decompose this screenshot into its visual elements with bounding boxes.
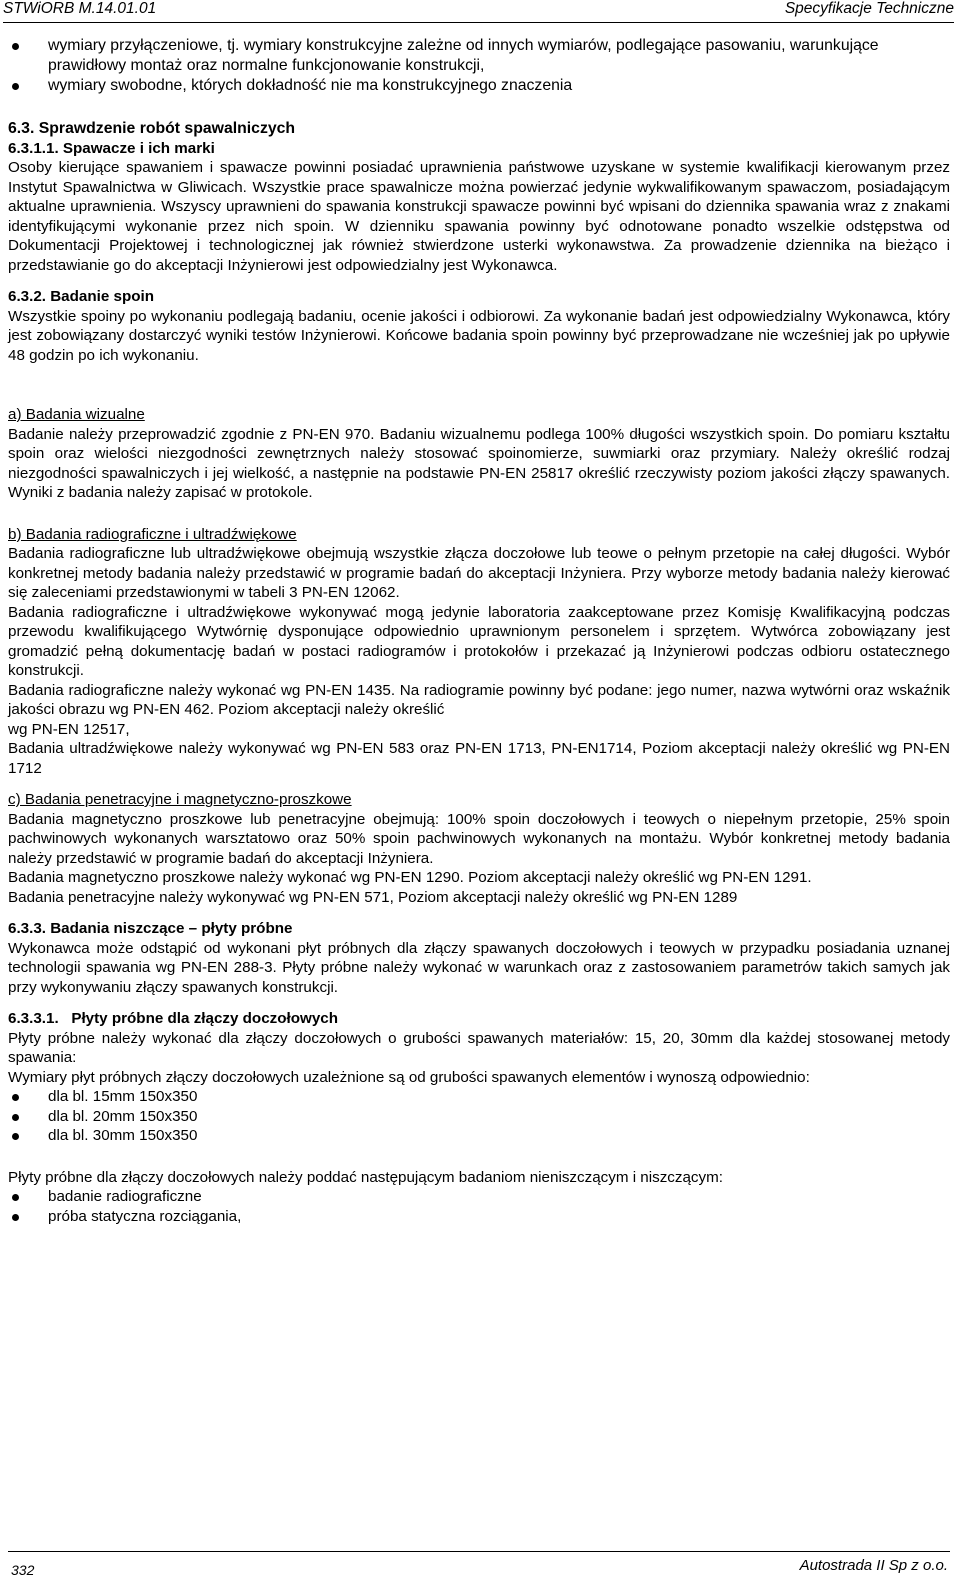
paragraph-penetrant-3: Badania penetracyjne należy wykonywać wg PN-EN 571, Poziom akceptacji należy określić wg PN-EN 1289 (8, 888, 738, 906)
subsection-heading-6-3-3-1: 6.3.3.1. Płyty próbne dla złączy doczołowych (8, 1010, 339, 1027)
heading-penetrant-magnetic: c) Badania penetracyjne i magnetyczno-proszkowe (8, 791, 352, 808)
section-heading-6-3: 6.3. Sprawdzenie robót spawalniczych (8, 120, 296, 137)
plate-size-list (8, 1087, 950, 1146)
paragraph-butt-plates-3: Płyty próbne dla złączy doczołowych należy poddać następującym badaniom nieniszczącym i niszczącym: (8, 1168, 723, 1186)
heading-visual-testing: a) Badania wizualne (8, 406, 145, 423)
subsection-heading-6-3-3: 6.3.3. Badania niszczące – płyty próbne (8, 920, 293, 937)
list-item: wymiary swobodne, których dokładność nie ma konstrukcyjnego znaczenia (8, 76, 950, 96)
paragraph-butt-plates-2: Wymiary płyt próbnych złączy doczołowych uzależnione są od grubości spawanych elementów i wynoszą odpowiednio: (8, 1068, 810, 1086)
subsection-heading-6-3-2: 6.3.2. Badanie spoin (8, 288, 155, 305)
paragraph-radiographic-5: Badania ultradźwiękowe należy wykonywać wg PN-EN 583 oraz PN-EN 1713, PN-EN1714, Poziom akceptacji należy określić wg PN-EN 1712 (8, 740, 950, 777)
paragraph-butt-plates-1: Płyty próbne należy wykonać dla złączy doczołowych o grubości spawanych materiałów: 15, 20, 30mm dla każdej stosowanej metody spawania: (8, 1029, 950, 1066)
test-type-list (8, 1187, 950, 1226)
list-item: wymiary przyłączeniowe, tj. wymiary konstrukcyjne zależne od innych wymiarów, podlegające pasowaniu, warunkujące prawidłowy montaż oraz normalne funkcjonowanie konstrukcji, (8, 36, 950, 76)
paragraph-radiographic-4: wg PN-EN 12517, (8, 720, 130, 738)
paragraph-radiographic-1: Badania radiograficzne lub ultradźwiękowe obejmują wszystkie złącza doczołowe lub teowe o pełnym przetopie na całej długości. Wybór konkretnej metody badania należy przedstawić w programie badań do akceptacji Inżyniera. Przy wyborze metody badania należy kierować się zaleceniami przedstawionymi w tabeli 3 PN-EN 12062. (8, 545, 950, 601)
paragraph-penetrant-1: Badania magnetyczno proszkowe lub penetracyjne obejmują: 100% spoin doczołowych i teowych o niepełnym przetopie, 25% spoin pachwinowych wykonanych warsztatowo oraz 50% spoin pachwinowych wykonanych na montażu. Wybór konkretnej metody badania należy przedstawić w programie badań do akceptacji Inżyniera. (8, 810, 950, 867)
heading-radiographic-ultrasonic: b) Badania radiograficzne i ultradźwiękowe (8, 525, 297, 543)
list-item: dla bl. 30mm 150x350 (8, 1126, 950, 1146)
list-item: dla bl. 20mm 150x350 (8, 1107, 950, 1127)
top-bullet-list (8, 36, 950, 96)
header-doc-title: Specyfikacje Techniczne (784, 0, 954, 17)
page-number: 332 (11, 1562, 35, 1578)
page-footer (8, 1551, 950, 1581)
list-item: badanie radiograficzne (8, 1187, 950, 1207)
paragraph-visual-testing: Badanie należy przeprowadzić zgodnie z PN-EN 970. Badaniu wizualnemu podlega 100% długości wszystkich spoin. Do pomiaru kształtu spoin oraz wielości niezgodności zewnętrznych należy stosować spoinomierze, suwmiarki oraz przymiary. Należy określić rodzaj niezgodności spawalniczych i jej wielkość, a następnie na podstawie PN-EN 25817 określić rzeczywisty poziom jakości złączy spawanych. Wyniki z badania należy zapisać w protokole. (8, 425, 950, 501)
paragraph-penetrant-2: Badania magnetyczno proszkowe należy wykonać wg PN-EN 1290. Poziom akceptacji należy określić wg PN-EN 1291. (8, 869, 812, 886)
paragraph-welders: Osoby kierujące spawaniem i spawacze powinni posiadać uprawnienia państwowe uzyskane w systemie kwalifikacji kierowanym przez Instytut Spawalnictwa w Gliwicach. Wszystkie prace spawalnicze można powierzać jedynie wykwalifikowanym spawaczom, posiadającym aktualne uprawnienia. Wszyscy uprawnieni do spawania konstrukcji spawacze powinni być wpisani do dziennika spawania wraz z znakami identyfikującymi wykonanie przez nich spoin. W dzienniku spawania powinny być odnotowane ponadto wszelkie odstępstwa od Dokumentacji Projektowej i technologicznej jak również stwierdzone usterki wykonawstwa. Za prowadzenie dziennika na bieżąco i przedstawianie go do akceptacji Inżynierowi jest odpowiedzialny jest Wykonawca. (8, 159, 950, 274)
paragraph-radiographic-2: Badania radiograficzne i ultradźwiękowe wykonywać mogą jedynie laboratoria zaakceptowane przez Komisję Kwalifikacyjną podczas przewodu kwalifikującego Wytwórnię dysponujące odpowiednio uprawnionym personelem i sprzętem. Wytwórca zobowiązany jest gromadzić pełną dokumentację badań w postaci radiogramów i protokołów i przekazać ją Inżynierowi podczas odbioru ostatecznego konstrukcji. (8, 603, 950, 679)
page-header (3, 0, 954, 23)
list-item: próba statyczna rozciągania, (8, 1207, 950, 1227)
page-content (8, 36, 950, 1226)
list-item: dla bl. 15mm 150x350 (8, 1087, 950, 1107)
footer-rule (8, 1551, 950, 1552)
subsection-heading-6-3-1-1: 6.3.1.1. Spawacze i ich marki (8, 139, 215, 157)
paragraph-radiographic-3: Badania radiograficzne należy wykonać wg PN-EN 1435. Na radiogramie powinny być podane: jego numer, nazwa wytwórni oraz wskaźnik jakości obrazu wg PN-EN 462. Poziom akceptacji należy określić (8, 681, 950, 718)
paragraph-test-plates: Wykonawca może odstąpić od wykonani płyt próbnych dla złączy spawanych doczołowych i teowych w przypadku posiadania uznanej technologii spawania wg PN-EN 288-3. Płyty próbne należy wykonać w warunkach oraz z zastosowaniem parametrów takich samych jak przy wykonywaniu złączy spawanych konstrukcji. (8, 939, 950, 996)
footer-company: Autostrada II Sp z o.o. (799, 1557, 948, 1574)
header-doc-code: STWiORB M.14.01.01 (3, 0, 157, 17)
paragraph-weld-testing: Wszystkie spoiny po wykonaniu podlegają badaniu, ocenie jakości i odbiorowi. Za wykonanie badań jest odpowiedzialny Wykonawca, który jest zobowiązany dostarczyć wyniki testów Inżynierowi. Końcowe badania spoin powinny być przeprowadzane nie wcześniej jak po upływie 48 godzin po ich wykonaniu. (8, 307, 950, 364)
